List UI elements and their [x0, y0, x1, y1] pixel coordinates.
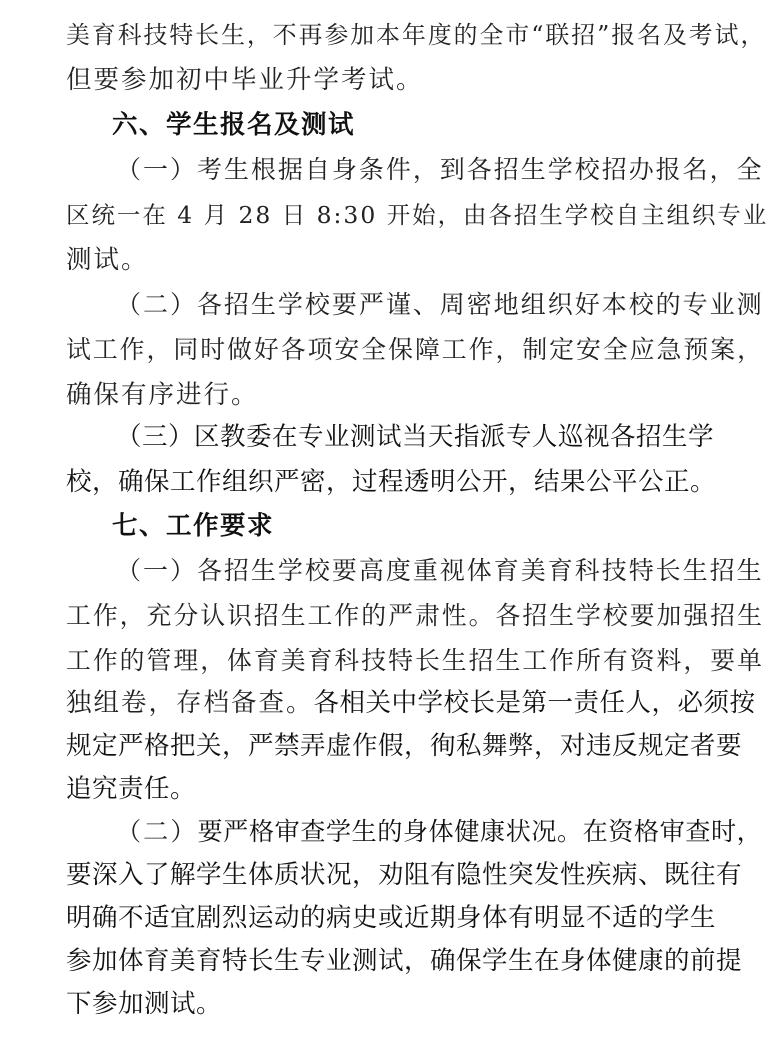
paragraph-line: [66, 465, 716, 499]
paragraph-line: [116, 153, 764, 187]
text-run: （三）区教委在专业测试当天指派专人巡视各招生学: [116, 422, 715, 452]
section-heading-7: [112, 509, 274, 543]
text-run: 工作，充分认识招生工作的严肃性。各招生学校要加强招生: [66, 601, 764, 630]
heading-text: 六、学生报名及测试: [112, 110, 356, 140]
text-run: （一）考生根据自身条件，到各招生学校招办报名，全: [116, 155, 764, 184]
paragraph-line: [66, 378, 259, 412]
text-run: 参加体育美育特长生专业测试，确保学生在身体健康的前提: [66, 946, 743, 976]
paragraph-line: [66, 18, 766, 52]
paragraph-line: [66, 858, 742, 892]
text-run: （二）: [116, 817, 198, 846]
text-run: 试工作，同时做好各项安全保障工作，制定安全应急预案，: [66, 335, 764, 364]
paragraph-line: [66, 987, 222, 1021]
text-run: 要深入了解学生体质状况，劝阻有隐性突发性疾病、既往有: [66, 860, 743, 890]
section-heading-6: [112, 108, 355, 142]
paragraph-line: [66, 901, 716, 935]
text-run: 校，确保工作组织严密，过程透明公开，结果公平公正。: [66, 467, 717, 497]
text-run: 但要参加初中毕业升学考试。: [66, 65, 424, 95]
paragraph-line: [66, 198, 768, 232]
paragraph-line: [66, 686, 756, 720]
heading-text: 七、工作要求: [112, 511, 275, 541]
paragraph-line: [66, 944, 742, 978]
text-run: 下参加测试。: [66, 989, 223, 1019]
text-run: 确保有序进行。: [66, 380, 259, 410]
paragraph-line: [66, 772, 196, 806]
text-run: 工作的管理，体育美育科技特长生招生工作所有资料，要单: [66, 646, 764, 675]
paragraph-line: [66, 644, 764, 678]
text-run: 各相关中学校长是第一责任人，必须按: [313, 688, 756, 718]
paragraph-line: [66, 243, 149, 277]
text-run: 明确不适宜剧烈运动的病史或近期身体有明显不适的学生: [66, 903, 717, 933]
paragraph-line: [116, 420, 714, 454]
text-run: 区统一在 4 月 28 日 8:30 开始，由各招生学校自主组织专业: [66, 201, 769, 229]
text-run: 测试。: [66, 245, 149, 275]
text-run: （一）各招生学校要高度重视体育美育科技特长生招生: [116, 556, 764, 585]
text-run: 规定严格把关，严禁弄虚作假，徇私舞弊，对违反规定者要: [66, 731, 743, 761]
text-run: （二）各招生学校要严谨、周密地组织好本校的专业测: [116, 290, 764, 319]
text-run: 独组卷，存档备查。: [66, 688, 314, 718]
paragraph-line: [66, 333, 764, 367]
paragraph-line: [66, 599, 764, 633]
paragraph-line: [116, 554, 764, 588]
paragraph-line: [66, 729, 742, 763]
text-run: 美育科技特长生，不再参加本年度的全市“联招”报名及考试，: [66, 21, 767, 49]
paragraph-line: [116, 815, 762, 850]
text-run: 追究责任。: [66, 774, 197, 804]
paragraph-line: [116, 288, 764, 322]
text-run: 要严格审查学生的身体健康状况。在资格审查时，: [197, 817, 763, 846]
paragraph-line: [66, 63, 424, 97]
